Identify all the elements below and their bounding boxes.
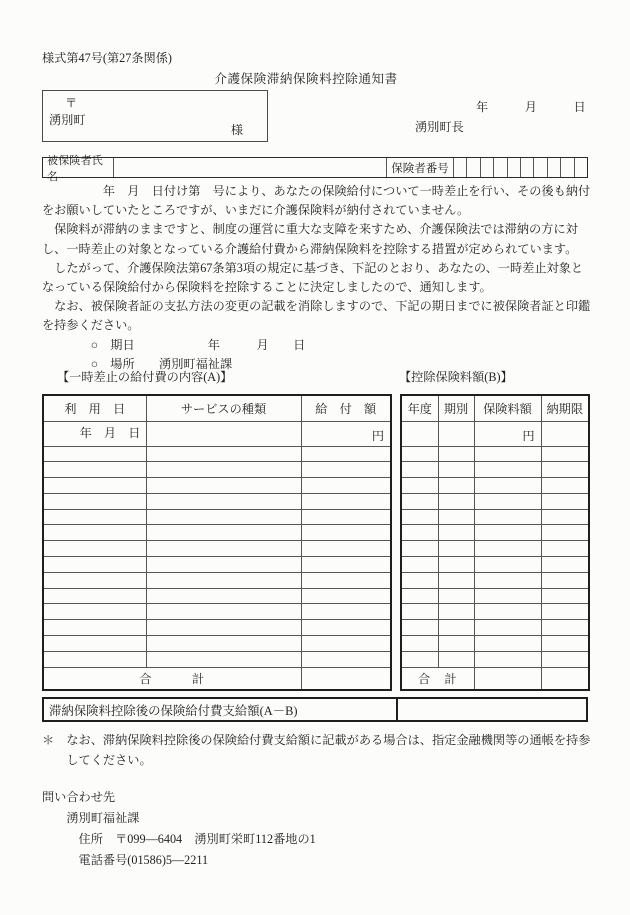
empty-cell (541, 588, 589, 604)
empty-cell (401, 446, 438, 462)
empty-cell (301, 620, 391, 636)
empty-cell (301, 525, 391, 541)
empty-cell (438, 572, 474, 588)
empty-cell (541, 525, 589, 541)
insurer-number-digit-cell (454, 158, 467, 177)
contact-phone: 電話番号(01586)5―2211 (42, 853, 209, 867)
empty-cell (438, 462, 474, 478)
insurer-number-digit-cell (467, 158, 480, 177)
empty-cell (541, 604, 589, 620)
body-line: し、一時差止の対象となっている介護給付費から滞納保険料を控除する措置が定められています。 (42, 241, 578, 256)
empty-cell (43, 478, 146, 494)
empty-cell (43, 446, 146, 462)
empty-row (43, 478, 391, 494)
section-b-title: 【控除保険料額(B)】 (399, 370, 513, 384)
document-title: 介護保険滞納保険料控除通知書 (214, 72, 398, 86)
yen-unit-cell: 円 (474, 421, 541, 446)
recipient-address-box (42, 90, 268, 142)
empty-cell (146, 493, 301, 509)
issuer-name: 湧別町長 (415, 120, 464, 134)
insurer-number-cells (454, 158, 587, 177)
empty-cell (438, 604, 474, 620)
empty-cell (474, 651, 541, 667)
empty-cell (301, 462, 391, 478)
empty-cell (301, 557, 391, 573)
insured-name-field (114, 158, 387, 177)
total-amount-cell (301, 667, 391, 690)
empty-cell (43, 462, 146, 478)
empty-row (43, 557, 391, 573)
empty-row (43, 651, 391, 667)
empty-cell (541, 572, 589, 588)
col-service-type: サービスの種類 (146, 395, 301, 421)
empty-cell (474, 509, 541, 525)
empty-cell (146, 509, 301, 525)
total-due-cell (541, 667, 589, 690)
empty-cell (301, 604, 391, 620)
yen-unit-cell: 円 (301, 421, 391, 446)
empty-cell (474, 604, 541, 620)
col-period: 期別 (438, 395, 474, 421)
col-due-date: 納期限 (541, 395, 589, 421)
empty-row (401, 509, 589, 525)
empty-cell (438, 525, 474, 541)
empty-row (43, 604, 391, 620)
empty-cell (146, 604, 301, 620)
empty-row (43, 620, 391, 636)
empty-cell (146, 651, 301, 667)
empty-cell (438, 651, 474, 667)
empty-cell (401, 478, 438, 494)
empty-row (43, 588, 391, 604)
total-label: 合 計 (43, 667, 301, 690)
empty-cell (146, 525, 301, 541)
total-amount-cell (474, 667, 541, 690)
service-cell (146, 421, 301, 446)
empty-row (43, 462, 391, 478)
empty-cell (43, 651, 146, 667)
empty-cell (438, 541, 474, 557)
empty-cell (401, 620, 438, 636)
body-line: なお、被保険者証の支払方法の変更の記載を消除しますので、下記の期日までに被保険者証と印鑑 (42, 299, 591, 314)
empty-cell (401, 651, 438, 667)
empty-cell (474, 478, 541, 494)
empty-cell (43, 493, 146, 509)
empty-cell (401, 462, 438, 478)
empty-cell (401, 557, 438, 573)
empty-cell (541, 446, 589, 462)
empty-row (401, 557, 589, 573)
body-line: 保険料が滞納のままですと、制度の運営に重大な支障を来すため、介護保険法では滞納の方に対 (42, 222, 578, 237)
appointment-place-line: ○ 場所 湧別町福祉課 (42, 356, 233, 371)
appointment-date-line: ○ 期日 年 月 日 (42, 337, 306, 352)
empty-row (401, 525, 589, 541)
table-b-header-row (401, 395, 589, 421)
empty-cell (401, 604, 438, 620)
empty-cell (301, 572, 391, 588)
empty-cell (438, 446, 474, 462)
empty-cell (474, 541, 541, 557)
empty-cell (43, 620, 146, 636)
empty-cell (43, 604, 146, 620)
table-a-total-row (43, 667, 391, 690)
empty-row (401, 651, 589, 667)
empty-cell (474, 557, 541, 573)
notice-body (42, 182, 590, 374)
empty-cell (474, 636, 541, 652)
empty-row (43, 572, 391, 588)
empty-cell (401, 572, 438, 588)
insurer-number-label: 保険者番号 (387, 158, 454, 177)
empty-cell (438, 620, 474, 636)
empty-cell (301, 651, 391, 667)
empty-cell (301, 446, 391, 462)
empty-cell (474, 572, 541, 588)
empty-cell (146, 478, 301, 494)
insurer-number-digit-cell (534, 158, 547, 177)
empty-cell (301, 478, 391, 494)
insurer-number-digit-cell (508, 158, 521, 177)
empty-cell (401, 509, 438, 525)
empty-cell (43, 572, 146, 588)
empty-cell (541, 462, 589, 478)
empty-cell (438, 557, 474, 573)
year-cell (401, 421, 438, 446)
empty-row (43, 525, 391, 541)
empty-row (401, 541, 589, 557)
empty-cell (474, 588, 541, 604)
form-number: 様式第47号(第27条関係) (42, 51, 172, 65)
empty-cell (43, 525, 146, 541)
footnote-line: ＊ なお、滞納保険料控除後の保険給付費支給額に記載がある場合は、指定金融機関等の通帳を持参 (42, 733, 591, 747)
section-a-title: 【一時差止の給付費の内容(A)】 (57, 370, 233, 384)
empty-cell (474, 462, 541, 478)
deducted-premium-table (400, 394, 590, 691)
empty-cell (43, 557, 146, 573)
empty-cell (474, 446, 541, 462)
empty-cell (438, 636, 474, 652)
empty-cell (541, 620, 589, 636)
use-date-cell: 年 月 日 (43, 421, 146, 446)
insurer-number-digit-cell (561, 158, 574, 177)
empty-row (43, 509, 391, 525)
empty-cell (438, 478, 474, 494)
empty-cell (541, 541, 589, 557)
empty-row (43, 636, 391, 652)
empty-cell (401, 588, 438, 604)
contact-heading: 問い合わせ先 (42, 790, 116, 804)
empty-row (401, 620, 589, 636)
contact-department: 湧別町福祉課 (42, 811, 140, 825)
empty-row (401, 478, 589, 494)
recipient-town: 湧別町 (49, 113, 86, 127)
empty-row (401, 588, 589, 604)
empty-row (401, 572, 589, 588)
empty-cell (146, 572, 301, 588)
insured-info-row (42, 154, 588, 183)
empty-cell (146, 588, 301, 604)
footnote (42, 731, 590, 770)
col-use-date: 利 用 日 (43, 395, 146, 421)
table-b-total-row (401, 667, 589, 690)
empty-cell (146, 636, 301, 652)
issue-date-line: 年 月 日 (476, 100, 586, 114)
col-fiscal-year: 年度 (401, 395, 438, 421)
empty-cell (146, 620, 301, 636)
empty-cell (146, 462, 301, 478)
empty-cell (43, 588, 146, 604)
empty-cell (401, 636, 438, 652)
table-a-header-row (43, 395, 391, 421)
empty-cell (146, 446, 301, 462)
empty-row (401, 636, 589, 652)
empty-cell (301, 588, 391, 604)
insurer-number-digit-cell (481, 158, 494, 177)
table-a-first-row (43, 421, 391, 446)
empty-cell (541, 636, 589, 652)
body-line: なっている保険給付から保険料を控除することに決定しましたので、通知します。 (42, 280, 492, 295)
empty-cell (401, 525, 438, 541)
empty-row (401, 462, 589, 478)
col-premium-amount: 保険料額 (474, 395, 541, 421)
empty-row (401, 493, 589, 509)
empty-cell (474, 493, 541, 509)
empty-cell (474, 620, 541, 636)
insurer-number-digit-cell (494, 158, 507, 177)
empty-row (43, 446, 391, 462)
empty-cell (43, 509, 146, 525)
body-line: をお願いしていたところですが、いまだに介護保険料が納付されていません。 (42, 203, 470, 218)
postal-mark: 〒 (65, 96, 78, 110)
body-line: したがって、介護保険法第67条第3項の規定に基づき、下記のとおり、あなたの、一時差止対象と (42, 260, 584, 275)
suspended-benefit-table (42, 394, 392, 691)
empty-cell (438, 588, 474, 604)
empty-cell (43, 541, 146, 557)
empty-cell (301, 509, 391, 525)
empty-cell (43, 636, 146, 652)
contact-address: 住所 〒099―6404 湧別町栄町112番地の1 (42, 832, 316, 846)
empty-cell (541, 478, 589, 494)
col-benefit-amount: 給 付 額 (301, 395, 391, 421)
empty-row (401, 604, 589, 620)
empty-cell (301, 541, 391, 557)
empty-row (43, 493, 391, 509)
empty-cell (541, 493, 589, 509)
empty-cell (301, 493, 391, 509)
period-cell (438, 421, 474, 446)
empty-cell (438, 509, 474, 525)
empty-row (401, 446, 589, 462)
empty-cell (438, 493, 474, 509)
insurer-number-digit-cell (521, 158, 534, 177)
contact-block (42, 787, 316, 871)
insured-name-label: 被保険者氏名 (43, 158, 114, 177)
empty-cell (541, 651, 589, 667)
body-line: を持参ください。 (42, 318, 140, 333)
empty-cell (146, 541, 301, 557)
empty-cell (146, 557, 301, 573)
due-date-cell (541, 421, 589, 446)
table-b-first-row (401, 421, 589, 446)
insurer-number-digit-cell (548, 158, 561, 177)
empty-cell (541, 557, 589, 573)
total-label: 合 計 (401, 667, 474, 690)
post-deduction-summary-row (42, 697, 588, 722)
empty-cell (301, 636, 391, 652)
recipient-honorific: 様 (230, 123, 243, 137)
summary-value-cell (398, 699, 586, 720)
empty-cell (401, 493, 438, 509)
empty-cell (541, 509, 589, 525)
empty-row (43, 541, 391, 557)
insurer-number-digit-cell (575, 158, 587, 177)
footnote-line: してください。 (42, 752, 152, 767)
summary-label: 滞納保険料控除後の保険給付費支給額(A－B) (44, 699, 398, 720)
empty-cell (401, 541, 438, 557)
body-line: 年 月 日付け第 号により、あなたの保険給付について一時差止を行い、その後も納付 (42, 184, 591, 198)
empty-cell (474, 525, 541, 541)
